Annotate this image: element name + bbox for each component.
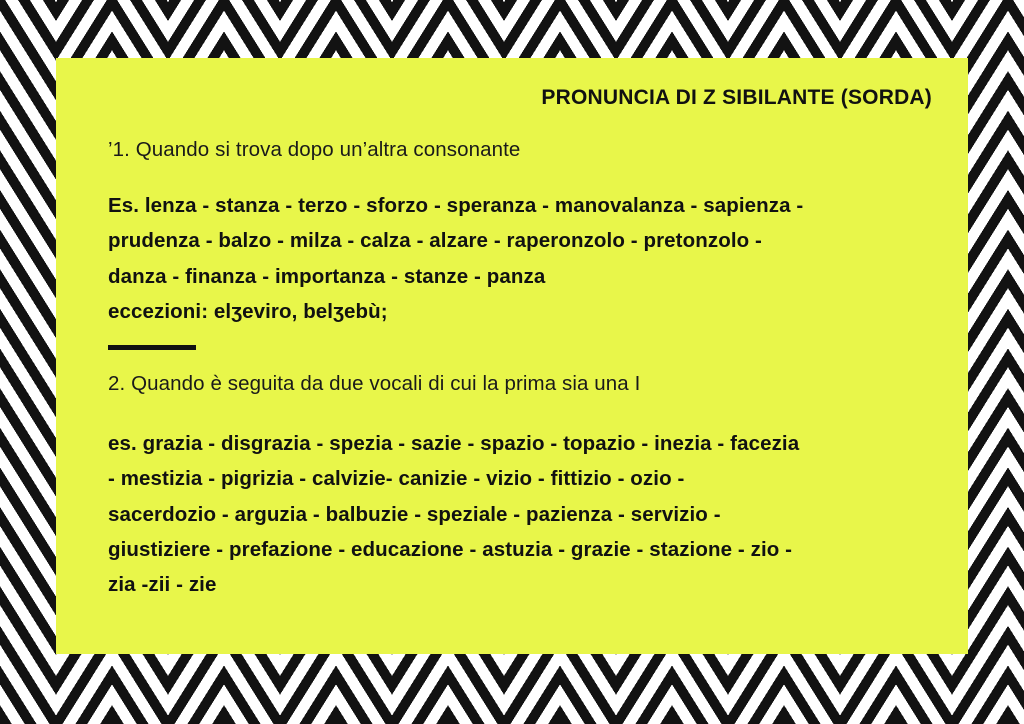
exceptions-line: eccezioni: elʒeviro, belʒebù; <box>108 299 388 323</box>
section-divider <box>108 345 196 350</box>
examples-block-2 <box>108 426 938 602</box>
example-line: prudenza - balzo - milza - calza - alzare - raperonzolo - pretonzolo - <box>108 229 762 253</box>
example-line: giustiziere - prefazione - educazione - astuzia - grazie - stazione - zio - <box>108 537 793 561</box>
rule-2-text: 2. Quando è seguita da due vocali di cui la prima sia una I <box>108 372 641 395</box>
rule-1-text: ’1. Quando si trova dopo un’altra consonante <box>108 138 521 161</box>
example-line: - mestizia - pigrizia - calvizie- canizie - vizio - fittizio - ozio - <box>108 467 685 491</box>
pattern-strip <box>0 0 56 724</box>
example-line: es. grazia - disgrazia - spezia - sazie - spazio - topazio - inezia - facezia <box>108 432 800 455</box>
page-title: PRONUNCIA DI Z SIBILANTE (SORDA) <box>541 86 932 109</box>
example-line: Es. lenza - stanza - terzo - sforzo - speranza - manovalanza - sapienza - <box>108 194 804 217</box>
content-card <box>56 58 968 654</box>
example-line: zia -zii - zie <box>108 573 217 596</box>
example-line: danza - finanza - importanza - stanze - panza <box>108 264 546 288</box>
card-inner <box>56 58 968 654</box>
examples-block-1 <box>108 188 938 329</box>
pattern-strip <box>1008 0 1024 724</box>
example-line: sacerdozio - arguzia - balbuzie - speziale - pazienza - servizio - <box>108 502 721 526</box>
